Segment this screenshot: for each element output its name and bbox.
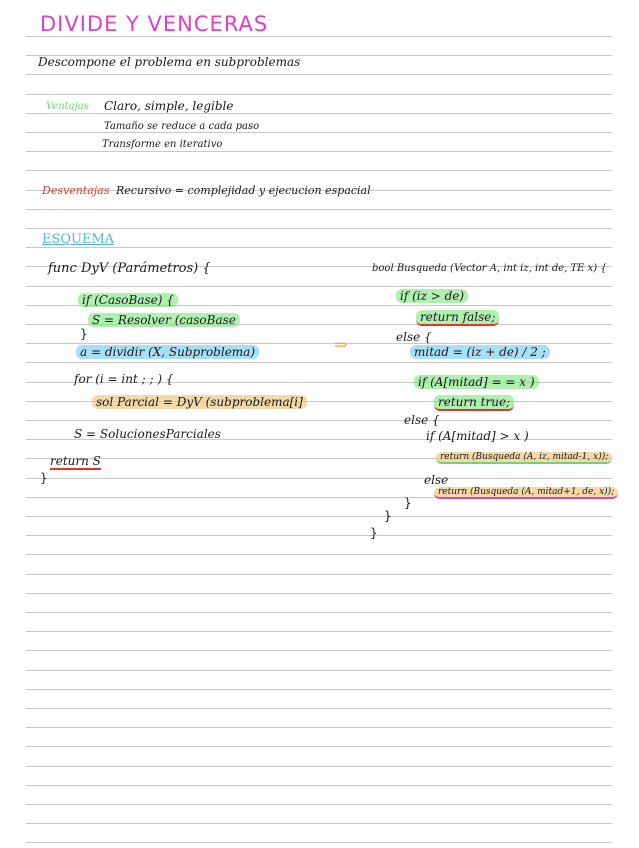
ventajas-label: Ventajas xyxy=(46,101,89,112)
arrow-icon: ⇒ xyxy=(334,335,348,354)
ruled-line xyxy=(26,535,612,536)
ruled-line xyxy=(26,170,612,171)
busqueda-close: } xyxy=(384,509,392,523)
ruled-line xyxy=(26,286,612,287)
ruled-line xyxy=(26,228,612,229)
ruled-line xyxy=(26,804,612,805)
busqueda-if3: if (A[mitad] > x ) xyxy=(426,429,529,443)
ruled-line xyxy=(26,766,612,767)
desventajas-text: Recursivo = complejidad y ejecucion espacial xyxy=(116,184,371,197)
esquema-label: ESQUEMA xyxy=(42,232,115,247)
scheme-header: func DyV (Parámetros) { xyxy=(48,261,211,276)
busqueda-else3: else xyxy=(424,473,449,487)
scheme-for-loop: for (i = int ; ; ) { xyxy=(74,372,174,386)
ruled-line xyxy=(26,785,612,786)
ruled-line xyxy=(26,362,612,363)
busqueda-if1 xyxy=(396,290,468,303)
highlight-orange: return (Busqueda (A, mitad+1, de, x)); xyxy=(434,487,618,499)
ruled-line xyxy=(26,612,612,613)
busqueda-header: bool Busqueda (Vector A, int iz, int de, TE x) { xyxy=(372,263,607,274)
highlight-orange: sol Parcial = DyV (subproblema[i] xyxy=(92,395,307,409)
intro-text: Descompone el problema en subproblemas xyxy=(38,55,301,69)
ruled-line xyxy=(26,689,612,690)
highlight-green: if (iz > de) xyxy=(396,289,468,303)
ruled-line xyxy=(26,343,612,344)
highlight-green: if (A[mitad] = = x ) xyxy=(414,375,539,389)
scheme-return xyxy=(50,455,101,468)
highlight-green: if (CasoBase) { xyxy=(78,293,178,307)
ruled-line xyxy=(26,247,612,248)
busqueda-mitad xyxy=(410,346,550,359)
busqueda-else2: else { xyxy=(404,413,440,427)
scheme-solparcial xyxy=(92,396,307,409)
ruled-line xyxy=(26,670,612,671)
ruled-line xyxy=(26,842,612,843)
ruled-line xyxy=(26,209,612,210)
ruled-line xyxy=(26,94,612,95)
ruled-line xyxy=(26,36,612,37)
ruled-line xyxy=(26,574,612,575)
ruled-line xyxy=(26,420,612,421)
ventajas-item: Tamaño se reduce a cada paso xyxy=(104,121,260,132)
return-underline: return S xyxy=(50,454,101,468)
ruled-line xyxy=(26,631,612,632)
highlight-green: return false; xyxy=(416,310,499,326)
ruled-line xyxy=(26,113,612,114)
ventajas-item: Transforme en iterativo xyxy=(102,139,223,150)
highlight-blue: mitad = (iz + de) / 2 ; xyxy=(410,345,550,359)
ruled-line xyxy=(26,823,612,824)
ventajas-item: Claro, simple, legible xyxy=(104,99,234,113)
scheme-solucion: S = SolucionesParciales xyxy=(74,427,221,441)
ruled-line xyxy=(26,554,612,555)
ruled-line xyxy=(26,746,612,747)
busqueda-return-true xyxy=(434,396,514,409)
busqueda-if2 xyxy=(414,376,539,389)
ruled-line xyxy=(26,650,612,651)
ruled-line xyxy=(26,74,612,75)
highlight-orange: return (Busqueda (A, iz, mitad-1, x)); xyxy=(436,452,612,464)
ruled-line xyxy=(26,151,612,152)
ruled-line xyxy=(26,516,612,517)
scheme-if-base xyxy=(78,294,178,307)
desventajas-label: Desventajas xyxy=(42,184,110,197)
scheme-close: } xyxy=(40,471,48,485)
busqueda-close: } xyxy=(370,526,378,540)
busqueda-return-left xyxy=(436,451,612,464)
busqueda-return-false xyxy=(416,311,499,324)
page-title: DIVIDE Y VENCERAS xyxy=(40,12,269,36)
highlight-green: S = Resolver (casoBase xyxy=(88,313,240,327)
scheme-dividir xyxy=(76,346,259,359)
busqueda-close: } xyxy=(404,496,412,510)
scheme-close-if: } xyxy=(80,327,88,341)
highlight-blue: a = dividir (X, Subproblema) xyxy=(76,345,259,359)
ruled-line xyxy=(26,593,612,594)
ruled-line xyxy=(26,727,612,728)
ruled-line xyxy=(26,478,612,479)
scheme-resolver xyxy=(88,314,240,327)
busqueda-else1: else { xyxy=(396,330,432,344)
ruled-line xyxy=(26,708,612,709)
highlight-green: return true; xyxy=(434,395,514,411)
busqueda-return-right xyxy=(434,486,618,499)
